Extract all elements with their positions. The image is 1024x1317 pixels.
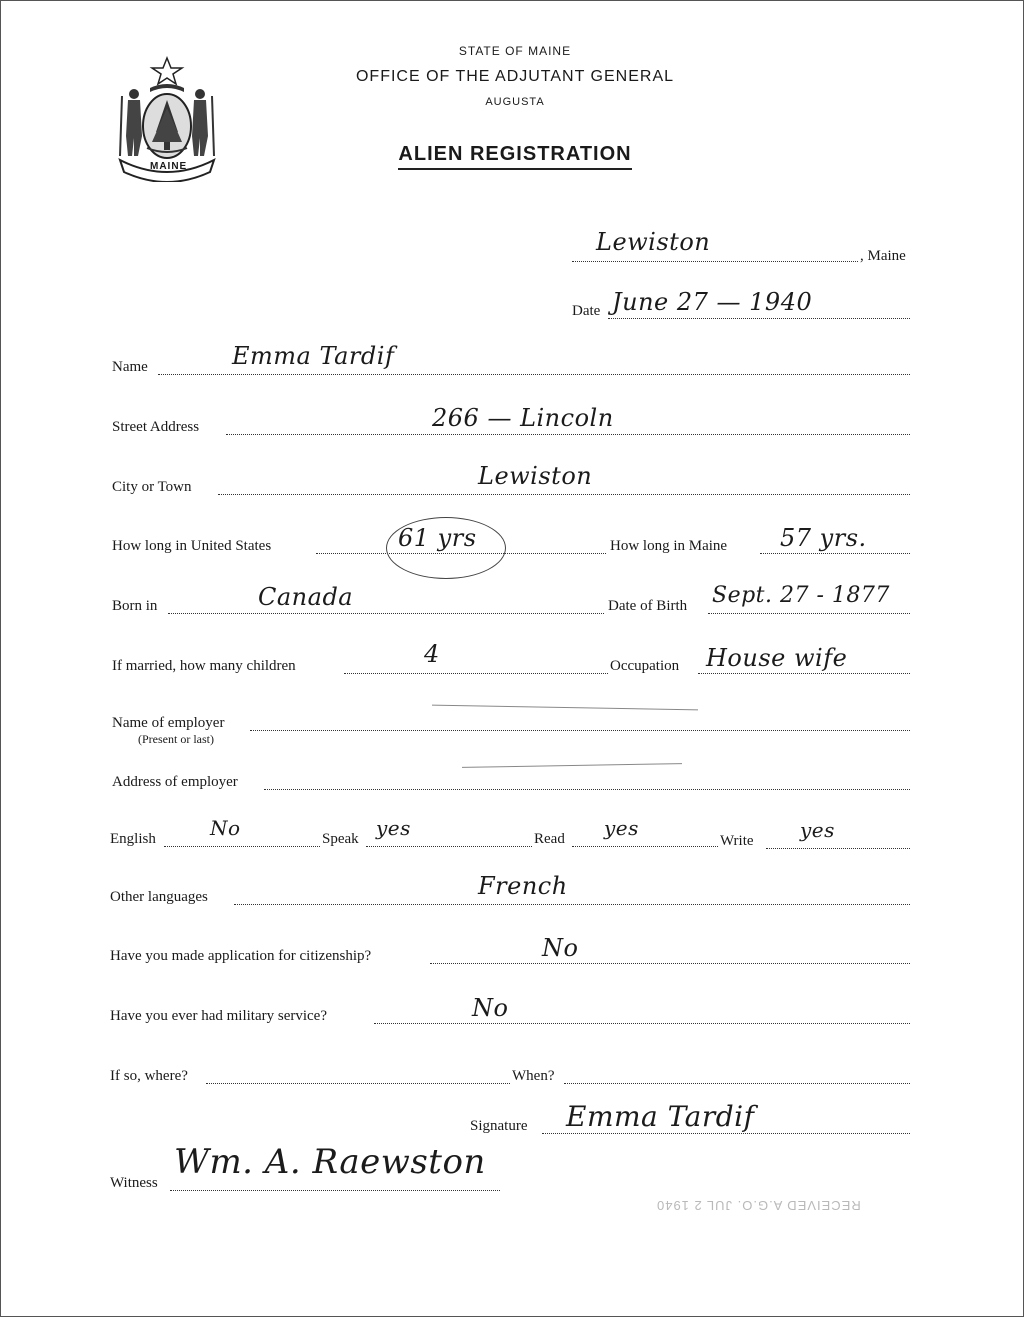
signature-line (542, 1133, 910, 1134)
military-label: Have you ever had military service? (110, 1008, 327, 1024)
maine-years-value: 57 yrs. (780, 524, 867, 552)
english-label: English (110, 831, 156, 847)
speak-value: yes (376, 816, 411, 840)
date-label: Date (572, 303, 601, 319)
employer-address-line (264, 789, 910, 790)
read-label: Read (534, 831, 565, 847)
occupation-label: Occupation (610, 658, 680, 674)
signature-label: Signature (470, 1118, 528, 1134)
place-suffix: , Maine (860, 248, 906, 264)
when-line (564, 1083, 910, 1084)
born-label: Born in (112, 598, 158, 614)
children-line (344, 673, 608, 674)
signature-value: Emma Tardif (566, 1100, 755, 1133)
seal-banner-text: MAINE (150, 161, 188, 172)
citizenship-line (430, 963, 910, 964)
witness-line (170, 1190, 500, 1191)
place-value: Lewiston (596, 228, 711, 256)
born-line (168, 613, 604, 614)
date-value: June 27 — 1940 (612, 288, 813, 316)
occupation-line (698, 673, 910, 674)
read-value: yes (604, 816, 639, 840)
header-city: AUGUSTA (485, 96, 545, 108)
street-line (226, 434, 910, 435)
write-value: yes (800, 818, 835, 842)
employer-name-sublabel: (Present or last) (138, 732, 214, 746)
date-line (608, 318, 910, 319)
when-label: When? (512, 1068, 555, 1084)
witness-label: Witness (110, 1175, 158, 1191)
english-value: No (210, 816, 241, 840)
header-state: STATE OF MAINE (458, 44, 572, 58)
other-languages-label: Other languages (110, 889, 208, 905)
dob-label: Date of Birth (608, 598, 688, 614)
city-value: Lewiston (478, 462, 593, 490)
dob-line (708, 613, 910, 614)
received-stamp: RECEIVED A.G.O. JUL 2 1940 (656, 1198, 861, 1213)
other-languages-line (234, 904, 910, 905)
read-line (572, 846, 718, 847)
employer-name-label: Name of employer (112, 715, 225, 731)
form-title: ALIEN REGISTRATION (300, 143, 730, 166)
employer-name-line (250, 730, 910, 731)
born-value: Canada (258, 583, 354, 611)
us-years-value: 61 yrs (398, 524, 477, 552)
speak-line (366, 846, 532, 847)
citizenship-value: No (542, 934, 579, 962)
children-value: 4 (424, 640, 440, 668)
english-line (164, 846, 320, 847)
other-languages-value: French (478, 872, 568, 900)
speak-label: Speak (322, 831, 359, 847)
city-line (218, 494, 910, 495)
name-label: Name (112, 359, 148, 375)
street-label: Street Address (112, 419, 200, 435)
where-label: If so, where? (110, 1068, 188, 1084)
maine-years-label: How long in Maine (610, 538, 728, 554)
us-years-label: How long in United States (112, 538, 272, 554)
employer-address-label: Address of employer (112, 774, 238, 790)
citizenship-label: Have you made application for citizenship? (110, 948, 372, 964)
name-line (158, 374, 910, 375)
military-line (374, 1023, 910, 1024)
where-line (206, 1083, 510, 1084)
write-line (766, 848, 910, 849)
witness-value: Wm. A. Raewston (174, 1142, 486, 1182)
write-label: Write (720, 833, 754, 849)
place-line (572, 261, 858, 262)
header-office: OFFICE OF THE ADJUTANT GENERAL (355, 68, 675, 85)
street-value: 266 — Lincoln (432, 404, 614, 432)
dob-value: Sept. 27 - 1877 (712, 583, 890, 608)
occupation-value: House wife (706, 644, 848, 672)
city-label: City or Town (112, 479, 192, 495)
children-label: If married, how many children (112, 658, 296, 674)
maine-years-line (760, 553, 910, 554)
military-value: No (472, 994, 509, 1022)
name-value: Emma Tardif (232, 342, 395, 370)
